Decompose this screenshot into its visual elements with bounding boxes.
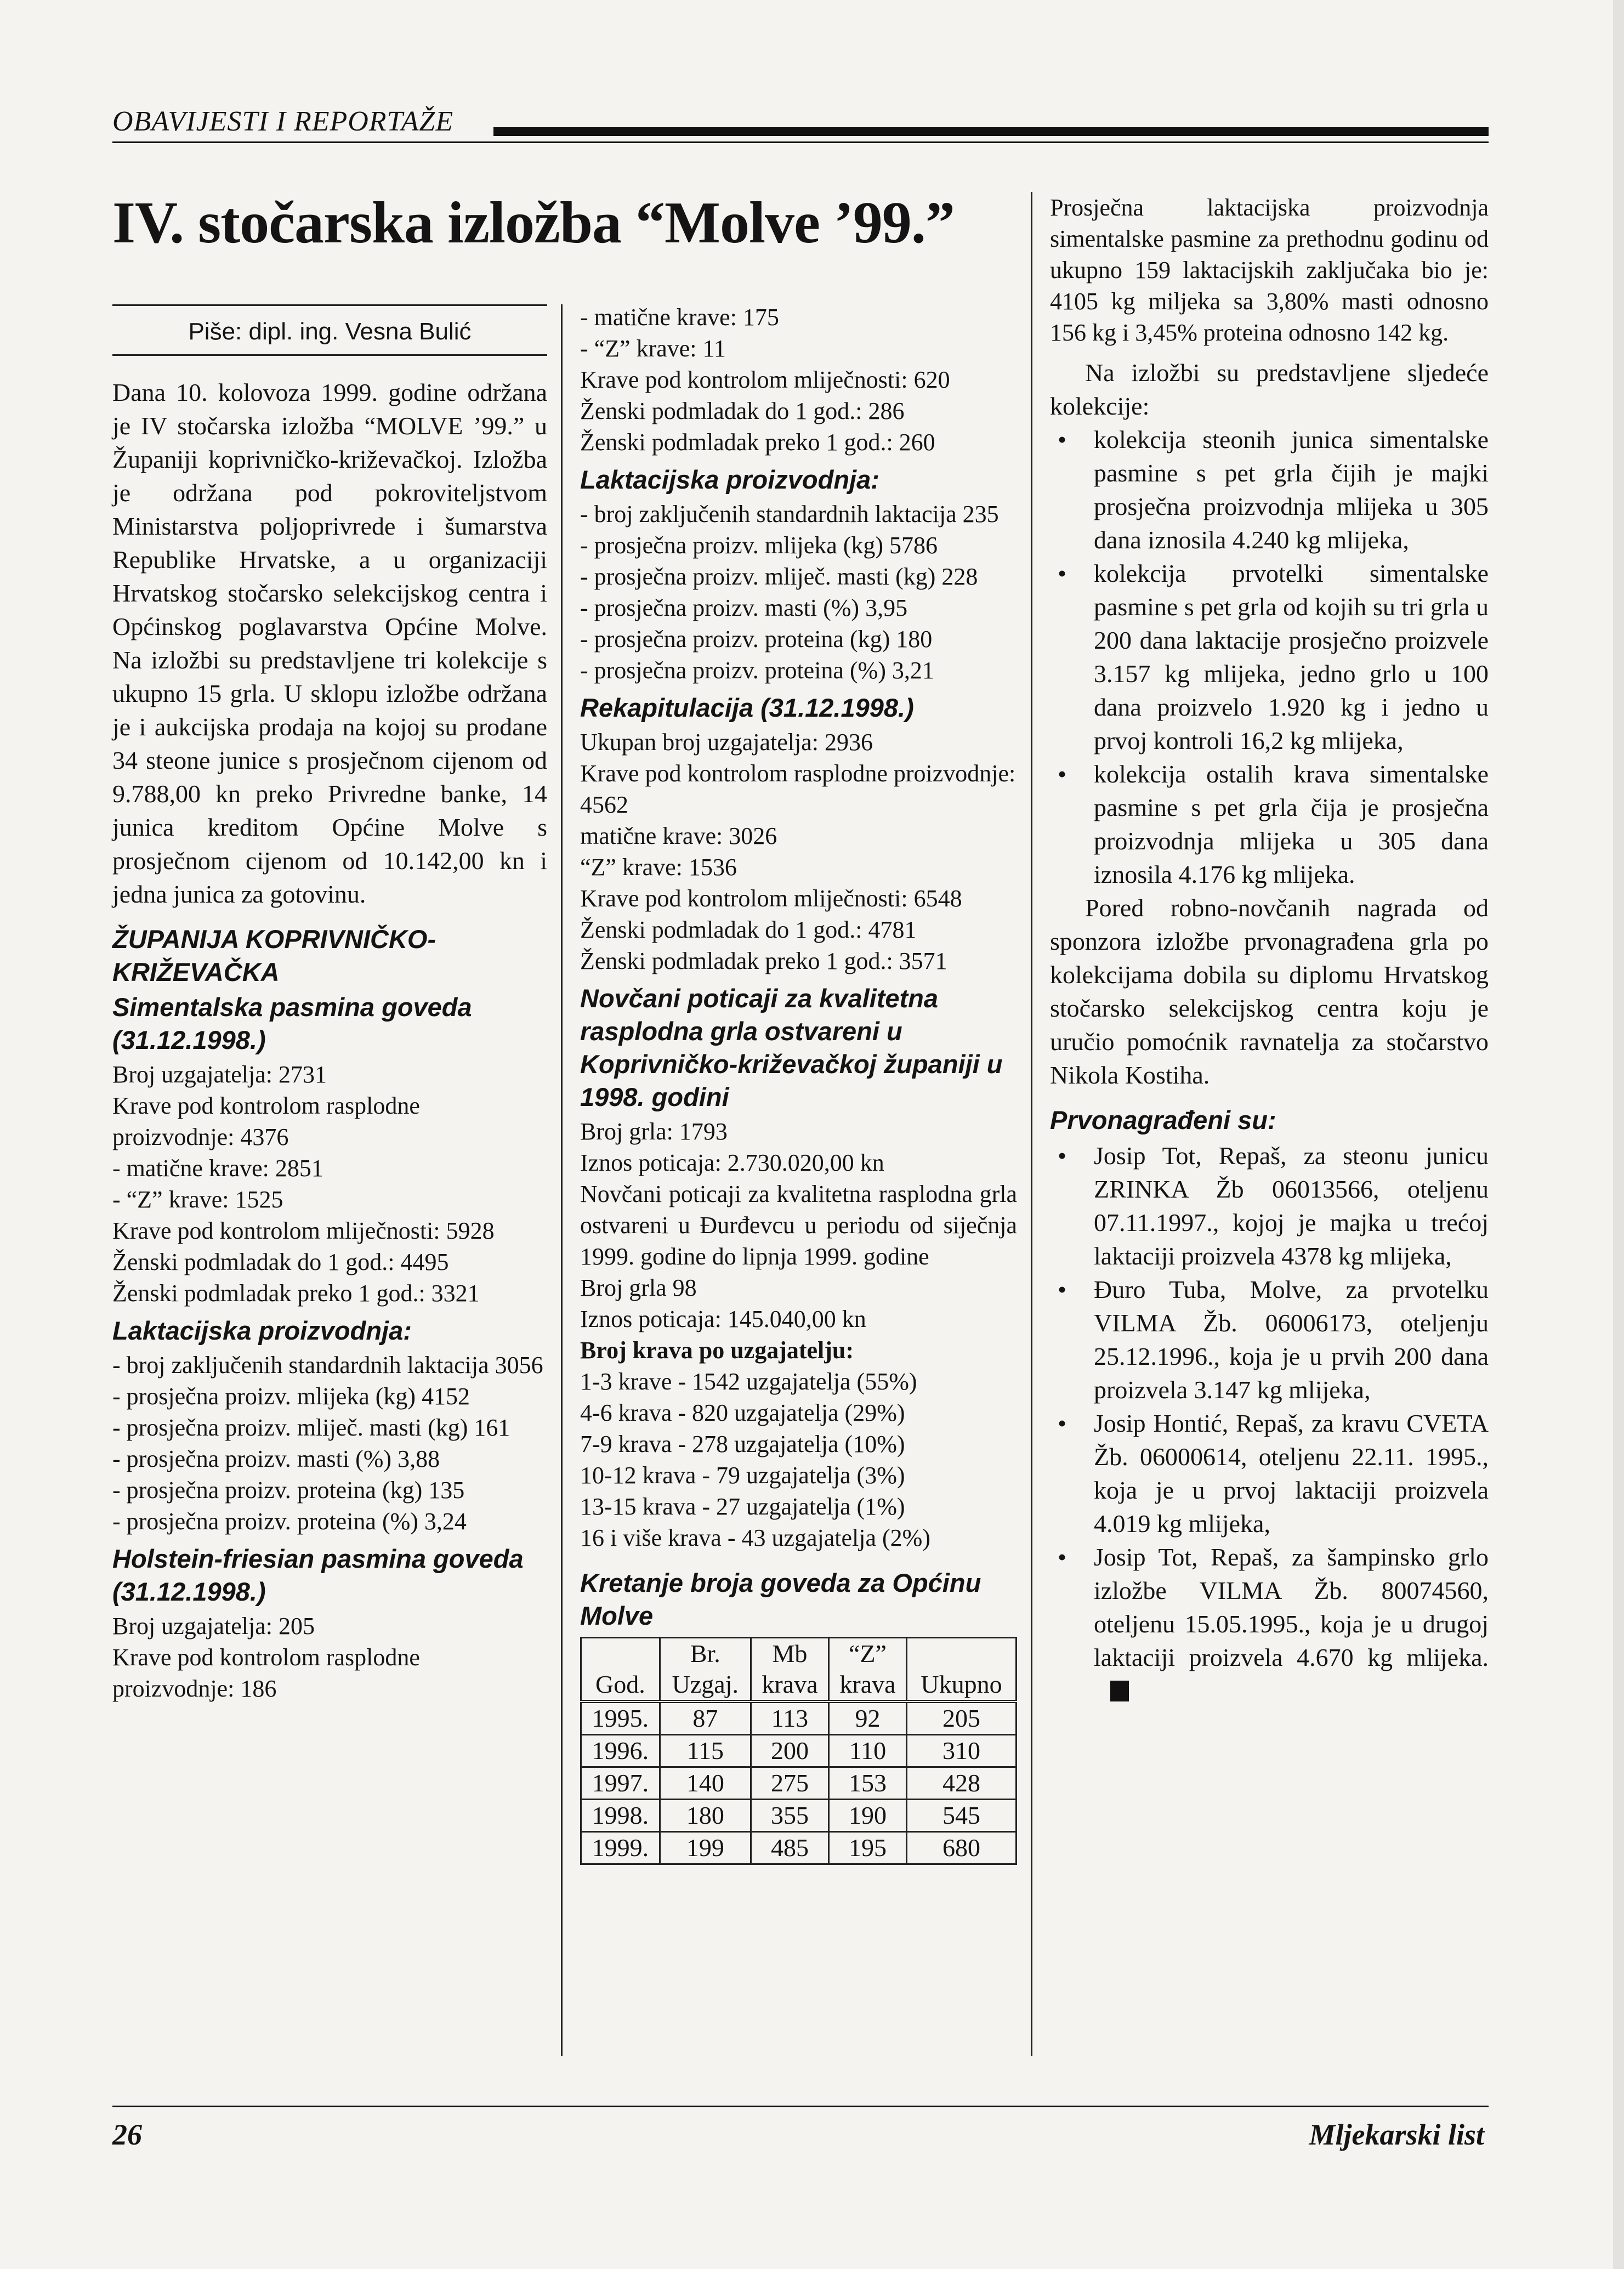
stat-line: Ženski podmladak do 1 god.: 4495 <box>112 1249 449 1275</box>
table-row <box>581 1800 1017 1832</box>
table-header-cell <box>907 1638 1017 1670</box>
recap-heading: Rekapitulacija (31.12.1998.) <box>580 693 914 722</box>
stat-line: Ženski podmladak do 1 god.: 4781 <box>580 916 917 943</box>
column-divider-2 <box>1031 192 1032 2056</box>
scan-edge <box>1613 0 1624 2269</box>
page-number: 26 <box>112 2118 142 2151</box>
stat-line: 4-6 krava - 820 uzgajatelja (29%) <box>580 1399 905 1426</box>
stat-line: Ženski podmladak preko 1 god.: 3321 <box>112 1280 480 1307</box>
simental-lactation-heading: Laktacijska proizvodnja: <box>112 1316 412 1345</box>
holstein-stats <box>112 1610 547 1704</box>
per-breeder-heading: Broj krava po uzgajatelju: <box>580 1337 854 1364</box>
table-header-row <box>581 1638 1017 1670</box>
table-header-cell: krava <box>828 1669 906 1701</box>
stat-line: - “Z” krave: 11 <box>580 335 726 362</box>
collections-list <box>1050 423 1489 891</box>
stat-line: - “Z” krave: 1525 <box>112 1186 283 1213</box>
stat-line: - prosječna proizv. mlijeka (kg) 4152 <box>112 1383 470 1410</box>
stat-line: 10-12 krava - 79 uzgajatelja (3%) <box>580 1462 905 1489</box>
holstein-lactation-stats <box>580 498 1017 686</box>
table-heading: Kretanje broja goveda za Općinu Molve <box>580 1568 981 1630</box>
stat-line: Krave pod kontrolom rasplodne proizvodnje: 186 <box>112 1644 420 1702</box>
table-cell: 1995. <box>581 1701 660 1735</box>
table-cell: 310 <box>907 1735 1017 1767</box>
table-header-cell: God. <box>581 1669 660 1701</box>
table-header-cell: Mb <box>751 1638 828 1670</box>
stat-line: Iznos poticaja: 145.040,00 kn <box>580 1306 866 1332</box>
list-item: • Đuro Tuba, Molve, za prvotelku VILMA Žb. 06006173, oteljenju 25.12.1996., koja je u prvih 200 dana proizvela 3.147 kg mlijeka, <box>1050 1273 1489 1406</box>
stat-line: Broj grla 98 <box>580 1274 697 1301</box>
article-title: IV. stočarska izložba “Molve ’99.” <box>112 190 955 256</box>
table-header-cell: Uzgaj. <box>660 1669 751 1701</box>
journal-name: Mljekarski list <box>1309 2118 1484 2151</box>
stat-line: Krave pod kontrolom mliječnosti: 5928 <box>112 1217 495 1244</box>
table-header-row <box>581 1669 1017 1701</box>
table-cell: 153 <box>828 1767 906 1800</box>
stat-line: Novčani poticaji za kvalitetna rasplodna grla ostvareni u Đurđevcu u periodu od siječnja 1999. godine do lipnja 1999. godine <box>580 1181 1017 1270</box>
footer-rule <box>112 2106 1489 2107</box>
table-cell: 1998. <box>581 1800 660 1832</box>
stat-line: Ženski podmladak preko 1 god.: 260 <box>580 429 935 456</box>
per-breeder-list <box>580 1366 1017 1553</box>
table-header-cell <box>581 1638 660 1670</box>
incentives-stats <box>580 1116 1017 1335</box>
stat-line: Broj grla: 1793 <box>580 1118 728 1145</box>
stat-line: Broj uzgajatelja: 2731 <box>112 1061 327 1088</box>
winners-list <box>1050 1139 1489 1708</box>
table-cell: 199 <box>660 1832 751 1864</box>
stat-line: - prosječna proizv. mlijeka (kg) 5786 <box>580 532 938 559</box>
incentives-heading: Novčani poticaji za kvalitetna rasplodna grla ostvareni u Koprivničko-križevačkoj županiji u 1998. godini <box>580 984 1003 1111</box>
table-cell: 1996. <box>581 1735 660 1767</box>
column-1 <box>112 304 547 1704</box>
table-header-cell: Br. <box>660 1638 751 1670</box>
winner-text: Josip Tot, Repaš, za šampinsko grlo izložbe VILMA Žb. 80074560, oteljenu 15.05.1995., koja je u drugoj laktaciji proizvela 4.670 kg mlijeka. <box>1094 1543 1489 1671</box>
table-header-cell: Ukupno <box>907 1669 1017 1701</box>
stat-line: Krave pod kontrolom rasplodne proizvodnje: 4376 <box>112 1092 420 1150</box>
stat-line: Ženski podmladak do 1 god.: 286 <box>580 398 905 424</box>
holstein-heading: Holstein-friesian pasmina goveda (31.12.1998.) <box>112 1544 524 1606</box>
author-byline: Piše: dipl. ing. Vesna Bulić <box>112 304 547 356</box>
simental-stats <box>112 1059 547 1309</box>
list-item <box>1050 1540 1489 1708</box>
stat-line: Krave pod kontrolom mliječnosti: 620 <box>580 366 950 393</box>
table-header-cell: “Z” <box>828 1638 906 1670</box>
stat-line: - broj zaključenih standardnih laktacija 235 <box>580 501 999 527</box>
list-item: • kolekcija ostalih krava simentalske pasmine s pet grla čija je prosječna proizvodnja mlijeka u 305 dana iznosila 4.176 kg mlijeka. <box>1050 757 1489 891</box>
winners-heading: Prvonagrađeni su: <box>1050 1105 1276 1134</box>
header-rule <box>112 141 1489 143</box>
table-cell: 140 <box>660 1767 751 1800</box>
stat-line: 7-9 krava - 278 uzgajatelja (10%) <box>580 1431 905 1457</box>
county-heading: ŽUPANIJA KOPRIVNIČKO-KRIŽEVAČKA <box>112 924 436 986</box>
table-cell: 355 <box>751 1800 828 1832</box>
intro-paragraph: Dana 10. kolovoza 1999. godine održana je IV stočarska izložba “MOLVE ’99.” u Županiji koprivničko-križevačkoj. Izložba je održana pod pokroviteljstvom Ministarstva poljoprivrede i šumarstva Republike Hrvatske, a u organizaciji Hrvatskog stočarsko selekcijskog centra i Općinskog poglavarstva Općine Molve. Na izložbi su predstavljene tri kolekcije s ukupno 15 grla. U sklopu izložbe održana je i aukcijska prodaja na kojoj su prodane 34 steone junice s prosječnom cijenom od 9.788,00 kn preko Privredne banke, 14 junica kreditom Općine Molve s prosječnom cijenom od 10.142,00 kn i jedna junica za gotovinu. <box>112 378 547 908</box>
stat-line: - prosječna proizv. proteina (%) 3,21 <box>580 657 934 684</box>
stat-line: - prosječna proizv. mliječ. masti (kg) 228 <box>580 563 978 590</box>
recap-stats <box>580 727 1017 977</box>
table-cell: 110 <box>828 1735 906 1767</box>
stat-line: Krave pod kontrolom mliječnosti: 6548 <box>580 885 962 912</box>
stat-line: - matične krave: 175 <box>580 304 779 331</box>
simental-lactation-stats <box>112 1349 547 1537</box>
stat-line: Broj uzgajatelja: 205 <box>112 1613 315 1640</box>
stat-line: Iznos poticaja: 2.730.020,00 kn <box>580 1149 884 1176</box>
column-3 <box>1050 192 1489 1708</box>
table-cell: 115 <box>660 1735 751 1767</box>
stat-line: - prosječna proizv. proteina (%) 3,24 <box>112 1508 467 1535</box>
stat-line: 1-3 krave - 1542 uzgajatelja (55%) <box>580 1368 917 1395</box>
stat-line: - prosječna proizv. proteina (kg) 180 <box>580 626 933 653</box>
section-label: OBAVIJESTI I REPORTAŽE <box>112 106 454 137</box>
stat-line: - broj zaključenih standardnih laktacija 3056 <box>112 1352 543 1379</box>
stat-line: - prosječna proizv. proteina (kg) 135 <box>112 1477 465 1504</box>
stat-line: 16 i više krava - 43 uzgajatelja (2%) <box>580 1524 930 1551</box>
stat-line: Ukupan broj uzgajatelja: 2936 <box>580 729 873 756</box>
stat-line: - prosječna proizv. masti (%) 3,95 <box>580 594 908 621</box>
table-cell: 1999. <box>581 1832 660 1864</box>
table-cell: 87 <box>660 1701 751 1735</box>
end-mark-icon <box>1110 1681 1129 1701</box>
column-2 <box>580 302 1017 1865</box>
table-cell: 195 <box>828 1832 906 1864</box>
table-cell: 92 <box>828 1701 906 1735</box>
collections-intro: Na izložbi su predstavljene sljedeće kolekcije: <box>1050 359 1489 420</box>
table-header-cell: krava <box>751 1669 828 1701</box>
table-cell: 275 <box>751 1767 828 1800</box>
table-cell: 190 <box>828 1800 906 1832</box>
table-row <box>581 1735 1017 1767</box>
table-row <box>581 1767 1017 1800</box>
stat-line: Krave pod kontrolom rasplodne proizvodnje: 4562 <box>580 760 1016 818</box>
holstein-stats-continued <box>580 302 1017 458</box>
table-cell: 113 <box>751 1701 828 1735</box>
table-cell: 545 <box>907 1800 1017 1832</box>
cattle-table <box>580 1637 1017 1865</box>
list-item: • Josip Hontić, Repaš, za kravu CVETA Žb. 06000614, oteljenu 22.11. 1995., koja je u prvoj laktaciji proizvela 4.019 kg mlijeka, <box>1050 1406 1489 1540</box>
table-row <box>581 1832 1017 1864</box>
table-cell: 680 <box>907 1832 1017 1864</box>
simental-heading: Simentalska pasmina goveda (31.12.1998.) <box>112 992 472 1054</box>
awards-paragraph: Pored robno-novčanih nagrada od sponzora izložbe prvonagrađena grla po kolekcijama dobila su diplomu Hrvatskog stočarsko selekcijskog centra koju je uručio pomoćnik ravnatelja za stočarstvo Nikola Kostiha. <box>1050 894 1489 1089</box>
average-production-paragraph: Prosječna laktacijska proizvodnja simentalske pasmine za prethodnu godinu od ukupno 159 laktacijskih zaključaka bio je: 4105 kg miljeka sa 3,80% masti odnosno 156 kg i 3,45% proteina odnosno 142 kg. <box>1050 194 1489 346</box>
stat-line: - prosječna proizv. masti (%) 3,88 <box>112 1445 440 1472</box>
table-cell: 205 <box>907 1701 1017 1735</box>
stat-line: 13-15 krava - 27 uzgajatelja (1%) <box>580 1493 905 1520</box>
holstein-lactation-heading: Laktacijska proizvodnja: <box>580 465 879 494</box>
table-cell: 180 <box>660 1800 751 1832</box>
table-cell: 485 <box>751 1832 828 1864</box>
stat-line: “Z” krave: 1536 <box>580 854 737 881</box>
list-item: • Josip Tot, Repaš, za steonu junicu ZRINKA Žb 06013566, oteljenu 07.11.1997., kojoj je majka u trećoj laktaciji proizvela 4378 kg mlijeka, <box>1050 1139 1489 1273</box>
stat-line: Ženski podmladak preko 1 god.: 3571 <box>580 948 947 974</box>
stat-line: - matične krave: 2851 <box>112 1155 323 1182</box>
column-divider-1 <box>561 304 563 2056</box>
table-row <box>581 1701 1017 1735</box>
stat-line: matične krave: 3026 <box>580 822 777 849</box>
table-cell: 200 <box>751 1735 828 1767</box>
table-cell: 428 <box>907 1767 1017 1800</box>
list-item: • kolekcija prvotelki simentalske pasmine s pet grla od kojih su tri grla u 200 dana laktacije prosječno proizvele 3.157 kg mlijeka, jedno grlo u 100 dana proizvelo 1.920 kg i jedno u prvoj kontroli 16,2 kg mlijeka, <box>1050 557 1489 757</box>
table-cell: 1997. <box>581 1767 660 1800</box>
stat-line: - prosječna proizv. mliječ. masti (kg) 161 <box>112 1414 510 1441</box>
list-item: • kolekcija steonih junica simentalske pasmine s pet grla čijih je majki prosječna proizvodnja mlijeka u 305 dana iznosila 4.240 kg mlijeka, <box>1050 423 1489 557</box>
header-bar <box>493 127 1489 136</box>
